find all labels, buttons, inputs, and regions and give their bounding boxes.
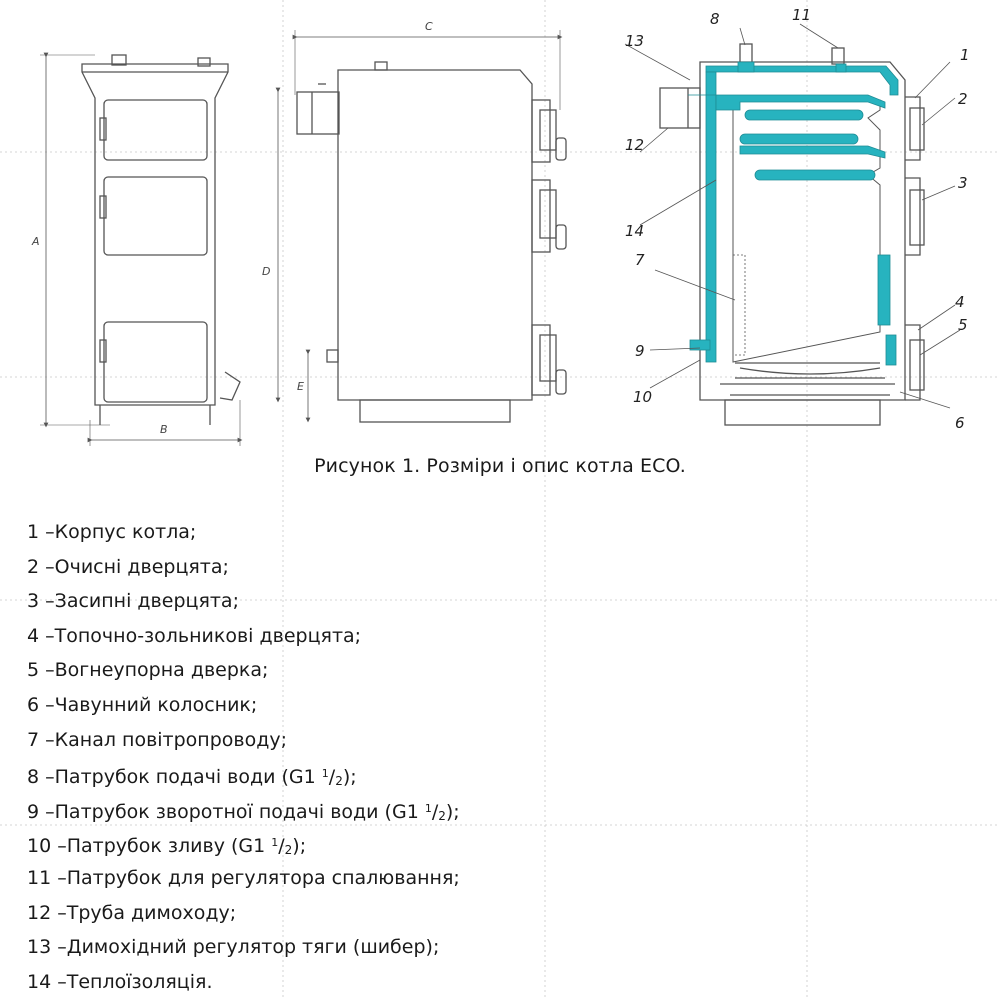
callout-2: 2 <box>958 90 968 108</box>
legend-item: 12 –Труба димоходу; <box>27 901 237 924</box>
parts-legend <box>27 515 460 999</box>
callout-11: 11 <box>792 6 812 24</box>
callout-6: 6 <box>955 414 965 432</box>
callout-9: 9 <box>635 342 645 360</box>
legend-item: 1 –Корпус котла; <box>27 521 197 543</box>
dim-label-c: C <box>425 20 433 33</box>
callout-4: 4 <box>955 293 965 311</box>
dim-label-d: D <box>262 265 271 278</box>
front-view <box>40 55 240 446</box>
callout-3: 3 <box>958 174 968 192</box>
callout-5: 5 <box>958 316 968 334</box>
legend-item: 2 –Очисні дверцята; <box>27 555 229 578</box>
callout-13: 13 <box>625 32 645 50</box>
legend-item: 8 –Патрубок подачі води (G1 $^1/_2$); <box>27 766 357 789</box>
callout-14: 14 <box>625 222 645 240</box>
callout-10: 10 <box>633 388 653 406</box>
callout-1: 1 <box>960 46 970 64</box>
legend-item: 3 –Засипні дверцята; <box>27 590 239 613</box>
legend-item: 11 –Патрубок для регулятора спалювання; <box>27 866 460 889</box>
callout-12: 12 <box>625 136 645 154</box>
callout-7: 7 <box>635 251 645 269</box>
legend-item: 10 –Патрубок зливу (G1 $^1/_2$); <box>27 835 307 858</box>
legend-item: 4 –Топочно-зольникові дверцята; <box>27 624 362 647</box>
dim-label-b: B <box>160 423 168 436</box>
callout-8: 8 <box>710 10 720 28</box>
figure-caption: Рисунок 1. Розміри і опис котла ECO. <box>314 455 686 477</box>
dim-label-e: E <box>297 380 304 393</box>
legend-item: 13 –Димохідний регулятор тяги (шибер); <box>27 936 440 959</box>
insulation-fill <box>688 62 898 365</box>
boiler-drawing <box>0 0 1000 450</box>
legend-item: 6 –Чавунний колосник; <box>27 693 258 716</box>
legend-item: 14 –Теплоїзоляція. <box>27 970 213 993</box>
dim-label-a: A <box>32 235 40 248</box>
legend-item: 7 –Канал повітропроводу; <box>27 728 288 751</box>
legend-item: 9 –Патрубок зворотної подачі води (G1 $^1/_2$); <box>27 800 460 823</box>
legend-item: 5 –Вогнеупорна дверка; <box>27 659 269 682</box>
side-view <box>278 30 566 422</box>
